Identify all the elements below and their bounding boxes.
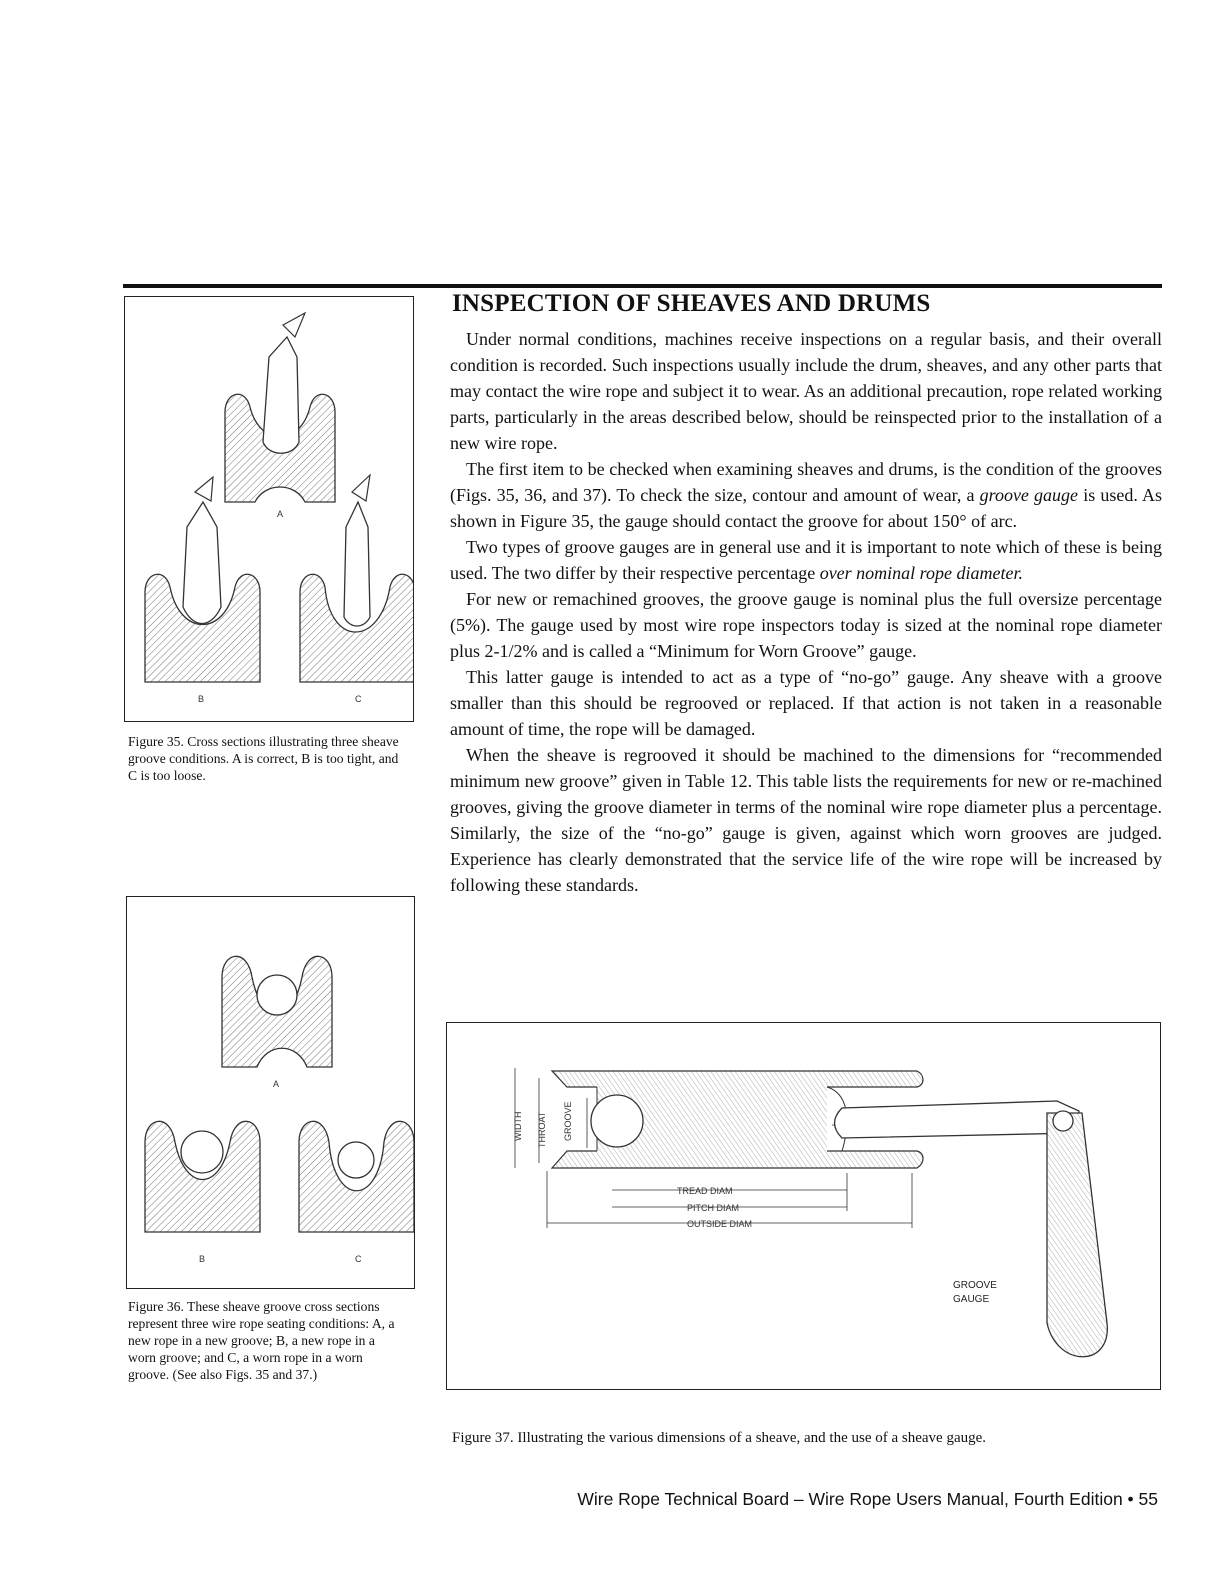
throat-label: THROAT [537,1111,547,1148]
section-title: INSPECTION OF SHEAVES AND DRUMS [452,290,931,317]
paragraph-1: Under normal conditions, machines receive inspections on a regular basis, and their overall condition is recorded. Such inspections usually include the drum, sheaves, and any other parts that may contact the wire rope and subject it to wear. As an additional precaution, rope related working parts, particularly in the areas described below, should be reinspected prior to the installation of a new wire rope. [450,329,1162,453]
paragraph-2 [450,456,1162,534]
paragraph-3 [450,534,1162,586]
figure-36-caption: Figure 36. These sheave groove cross sections represent three wire rope seating conditions: A, a new rope in a new groove; B, a new rope in a worn groove; and C, a worn rope in a worn groove. (See also Figs. 35 and 37.) [128,1299,395,1382]
paragraph-5: This latter gauge is intended to act as a type of “no-go” gauge. Any sheave with a groove smaller than this should be regrooved or replaced. If that action is not taken in a reasonable amount of time, the rope will be damaged. [450,667,1162,739]
rope-seat-c-diagram [299,1121,414,1232]
fig36-label-b: B [199,1254,206,1264]
outside-diam-label: OUTSIDE DIAM [687,1219,753,1229]
groove-gauge-tool [835,1101,1108,1357]
paragraph-4: For new or remachined grooves, the groove gauge is nominal plus the full oversize percentage (5%). The gauge used by most wire rope inspectors today is sized at the nominal rope diameter plus 2-1/2% and is called a “Minimum for Worn Groove” gauge. [450,589,1162,661]
pitch-diam-label: PITCH DIAM [687,1203,740,1213]
sheave-b-diagram [145,477,260,682]
over-nominal-term: over nominal rope diameter. [819,563,1023,583]
figure-37 [446,1022,1161,1390]
top-rule [123,284,1162,288]
figure-35 [124,296,414,722]
paragraph-3-part-1: Two types of groove gauges are in general use and it is important to note which of these is being used. The two differ by their respective percentage [450,537,1162,583]
sheave-c-diagram [300,475,413,682]
figure-35-drawing [125,297,413,721]
fig36-label-c: C [355,1254,362,1264]
page-footer: Wire Rope Technical Board – Wire Rope Users Manual, Fourth Edition • 55 [577,1489,1158,1509]
fig35-label-c: C [355,694,362,704]
figure-37-caption: Figure 37. Illustrating the various dimensions of a sheave, and the use of a sheave gauge. [452,1430,987,1446]
tread-diam-label: TREAD DIAM [677,1186,733,1196]
figure-35-caption: Figure 35. Cross sections illustrating three sheave groove conditions. A is correct, B is too tight, and C is too loose. [128,734,399,783]
fig36-label-a: A [273,1079,280,1089]
groove-gauge-term: groove gauge [979,485,1079,505]
sheave-a-diagram [225,313,335,502]
figure-37-drawing [447,1023,1160,1389]
fig35-label-b: B [198,694,205,704]
paragraph-2-part-1: The first item to be checked when examining sheaves and drums, is the condition of the grooves (Figs. 35, 36, and 37). To check the size, contour and amount of wear, a [450,459,1162,505]
fig35-label-a: A [277,509,284,519]
gauge-label-line-1: GROOVE [953,1280,997,1291]
paragraph-6: When the sheave is regrooved it should be machined to the dimensions for “recommended minimum new groove” given in Table 12. This table lists the requirements for new or re-machined grooves, giving the groove diameter in terms of the nominal wire rope diameter plus a percentage. Similarly, the size of the “no-go” gauge is given, against which worn grooves are judged. Experience has clearly demonstrated that the service life of the wire rope will be increased by following these standards. [450,745,1162,895]
rope-seat-b-diagram [145,1121,260,1232]
gauge-label-line-2: GAUGE [953,1294,990,1305]
body-text [450,326,1162,898]
paragraph-2-part-2: is used. As shown in Figure 35, the gauge should contact the groove for about 150° of arc. [450,485,1162,531]
groove-label: GROOVE [563,1101,573,1141]
width-label: WIDTH [513,1111,523,1141]
figure-36-drawing [127,897,414,1288]
rope-seat-a-diagram [222,956,332,1067]
figure-36 [126,896,415,1289]
